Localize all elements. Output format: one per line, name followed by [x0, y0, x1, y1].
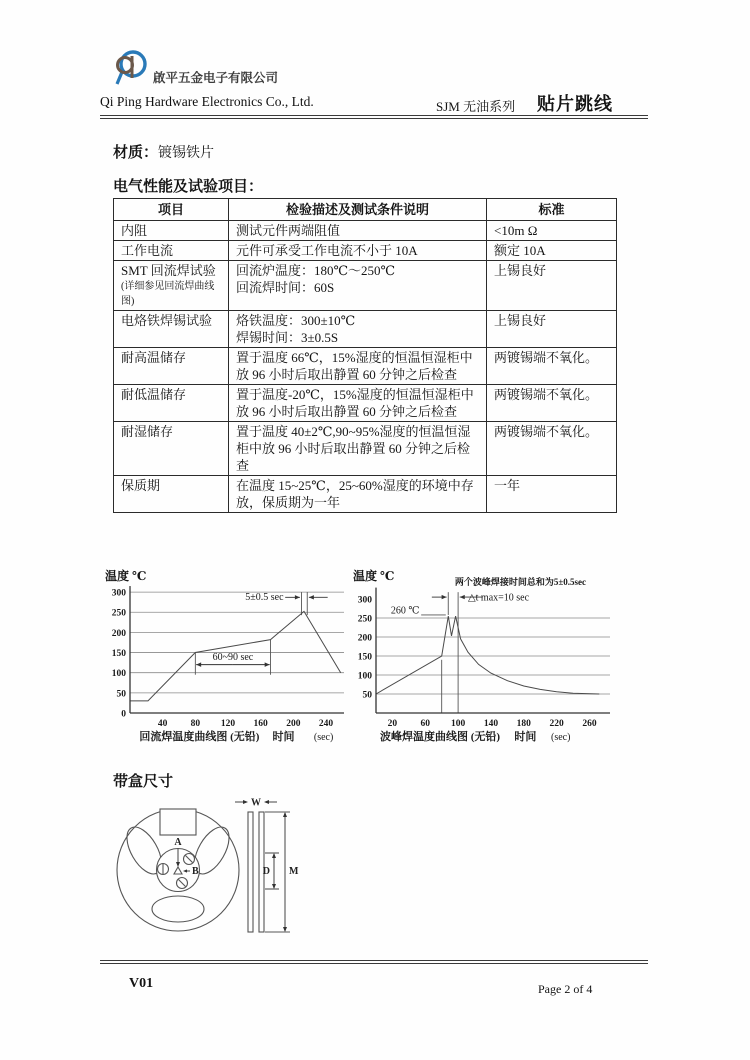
- company-logo-icon: [109, 47, 151, 91]
- svg-text:250: 250: [357, 614, 372, 625]
- table-cell: 内阻: [114, 221, 229, 241]
- reel-front-view: [117, 809, 239, 931]
- material-label: 材质：: [113, 145, 159, 161]
- column-header: 标准: [487, 199, 617, 221]
- table-row: [114, 476, 617, 513]
- spec-table-header-row: [114, 199, 617, 221]
- svg-text:300: 300: [111, 588, 126, 599]
- footer-rule: [100, 960, 648, 964]
- table-cell: 耐高温储存: [114, 348, 229, 385]
- table-row: [114, 261, 617, 311]
- svg-text:5±0.5 sec: 5±0.5 sec: [245, 592, 284, 604]
- reflow-temperature-chart: [100, 576, 350, 761]
- table-row: [114, 221, 617, 241]
- material-line: [113, 141, 214, 162]
- svg-text:100: 100: [450, 719, 466, 729]
- table-row: [114, 241, 617, 261]
- table-cell: 上锡良好: [487, 261, 617, 311]
- svg-text:50: 50: [116, 689, 126, 700]
- table-row: [114, 385, 617, 422]
- table-cell: 电烙铁焊锡试验: [114, 311, 229, 348]
- svg-text:200: 200: [111, 628, 126, 639]
- svg-text:260 ℃: 260 ℃: [390, 605, 420, 617]
- svg-text:(sec): (sec): [313, 732, 334, 744]
- svg-text:250: 250: [111, 608, 126, 619]
- dim-label-b: B: [192, 866, 199, 877]
- dim-label-a: A: [174, 837, 182, 848]
- chart-canvas: [358, 576, 610, 743]
- table-row: [114, 311, 617, 348]
- wave-temperature-chart: [346, 576, 616, 761]
- table-row: [114, 348, 617, 385]
- company-name-en: Qi Ping Hardware Electronics Co., Ltd.: [100, 94, 314, 109]
- table-cell: 两镀锡端不氧化。: [487, 348, 617, 385]
- svg-text:波峰焊温度曲线图 (无铅): 波峰焊温度曲线图 (无铅): [380, 730, 501, 743]
- svg-text:60: 60: [420, 719, 431, 729]
- svg-text:160: 160: [253, 719, 268, 729]
- svg-text:回流焊温度曲线图 (无铅): 回流焊温度曲线图 (无铅): [139, 731, 260, 744]
- svg-text:两个波峰焊接时间总和为5±0.5sec: 两个波峰焊接时间总和为5±0.5sec: [454, 576, 587, 587]
- svg-text:时间: 时间: [272, 731, 295, 744]
- svg-text:100: 100: [111, 669, 126, 680]
- spec-table-body: [114, 221, 617, 513]
- svg-text:200: 200: [286, 719, 301, 729]
- table-cell: 置于温度 66℃，15%湿度的恒温恒湿柜中放 96 小时后取出静置 60 分钟之后检查: [229, 348, 487, 385]
- svg-text:(sec): (sec): [551, 731, 571, 743]
- page-product-title: 贴片跳线: [537, 94, 613, 114]
- series-label: SJM 无油系列: [436, 99, 516, 114]
- table-row: [114, 422, 617, 476]
- svg-text:时间: 时间: [514, 730, 537, 743]
- dim-label-m: M: [289, 866, 299, 877]
- table-cell: 耐低温储存: [114, 385, 229, 422]
- version-label: V01: [129, 976, 154, 991]
- table-cell: 保质期: [114, 476, 229, 513]
- svg-text:180: 180: [516, 719, 531, 729]
- table-cell: 工作电流: [114, 241, 229, 261]
- svg-text:150: 150: [357, 652, 372, 663]
- table-cell: <10m Ω: [487, 221, 617, 241]
- svg-text:300: 300: [357, 595, 372, 606]
- svg-text:60~90 sec: 60~90 sec: [212, 652, 254, 664]
- page-number: Page 2 of 4: [538, 982, 593, 996]
- svg-text:200: 200: [357, 633, 372, 644]
- svg-text:150: 150: [111, 649, 126, 660]
- chart-reflow-ylabel: 温度 ℃: [105, 569, 147, 583]
- svg-text:20: 20: [387, 719, 398, 729]
- table-cell: 元件可承受工作电流不小于 10A: [229, 241, 487, 261]
- chart-canvas: [112, 586, 344, 743]
- table-cell: 一年: [487, 476, 617, 513]
- section-title-electrical: 电气性能及试验项目：: [113, 179, 264, 195]
- table-cell: 烙铁温度：300±10℃ 焊锡时间：3±0.5S: [229, 311, 487, 348]
- reel-drawing: [108, 792, 308, 947]
- section-title-reel: 带盒尺寸: [113, 774, 174, 790]
- column-header: 项目: [114, 199, 229, 221]
- svg-text:△t max=10 sec: △t max=10 sec: [467, 592, 530, 604]
- spec-table: [113, 198, 617, 513]
- company-name-cn: 啟平五金电子有限公司: [153, 71, 279, 85]
- svg-text:40: 40: [157, 719, 168, 729]
- table-cell: 额定 10A: [487, 241, 617, 261]
- material-value: 镀锡铁片: [158, 146, 215, 161]
- dim-label-d: D: [262, 866, 270, 877]
- header-rule: [100, 115, 648, 119]
- table-cell: 在温度 15~25℃，25~60%湿度的环境中存放，保质期为一年: [229, 476, 487, 513]
- svg-text:100: 100: [357, 671, 372, 682]
- table-cell: 两镀锡端不氧化。: [487, 385, 617, 422]
- svg-text:240: 240: [318, 719, 334, 729]
- table-cell: 测试元件两端阻值: [229, 221, 487, 241]
- table-cell: SMT 回流焊试验 (详细参见回流焊曲线图): [114, 261, 229, 311]
- chart-curve: [376, 616, 599, 694]
- svg-text:260: 260: [582, 719, 597, 729]
- svg-text:220: 220: [549, 719, 564, 729]
- svg-text:80: 80: [190, 719, 201, 729]
- table-cell: 回流炉温度：180℃～250℃ 回流焊时间：60S: [229, 261, 487, 311]
- svg-text:140: 140: [483, 719, 499, 729]
- svg-text:120: 120: [220, 719, 236, 729]
- svg-text:50: 50: [362, 690, 372, 701]
- chart-wave-ylabel: 温度 ℃: [353, 569, 395, 583]
- table-cell: 置于温度 40±2℃,90~95%湿度的恒温恒湿柜中放 96 小时后取出静置 60 分钟之后检查: [229, 422, 487, 476]
- table-cell: 两镀锡端不氧化。: [487, 422, 617, 476]
- table-cell: 置于温度-20℃，15%湿度的恒温恒湿柜中放 96 小时后取出静置 60 分钟之后检查: [229, 385, 487, 422]
- table-cell: 耐湿储存: [114, 422, 229, 476]
- svg-text:0: 0: [121, 709, 126, 720]
- table-cell: 上锡良好: [487, 311, 617, 348]
- dim-label-w: W: [251, 797, 261, 809]
- column-header: 检验描述及测试条件说明: [229, 199, 487, 221]
